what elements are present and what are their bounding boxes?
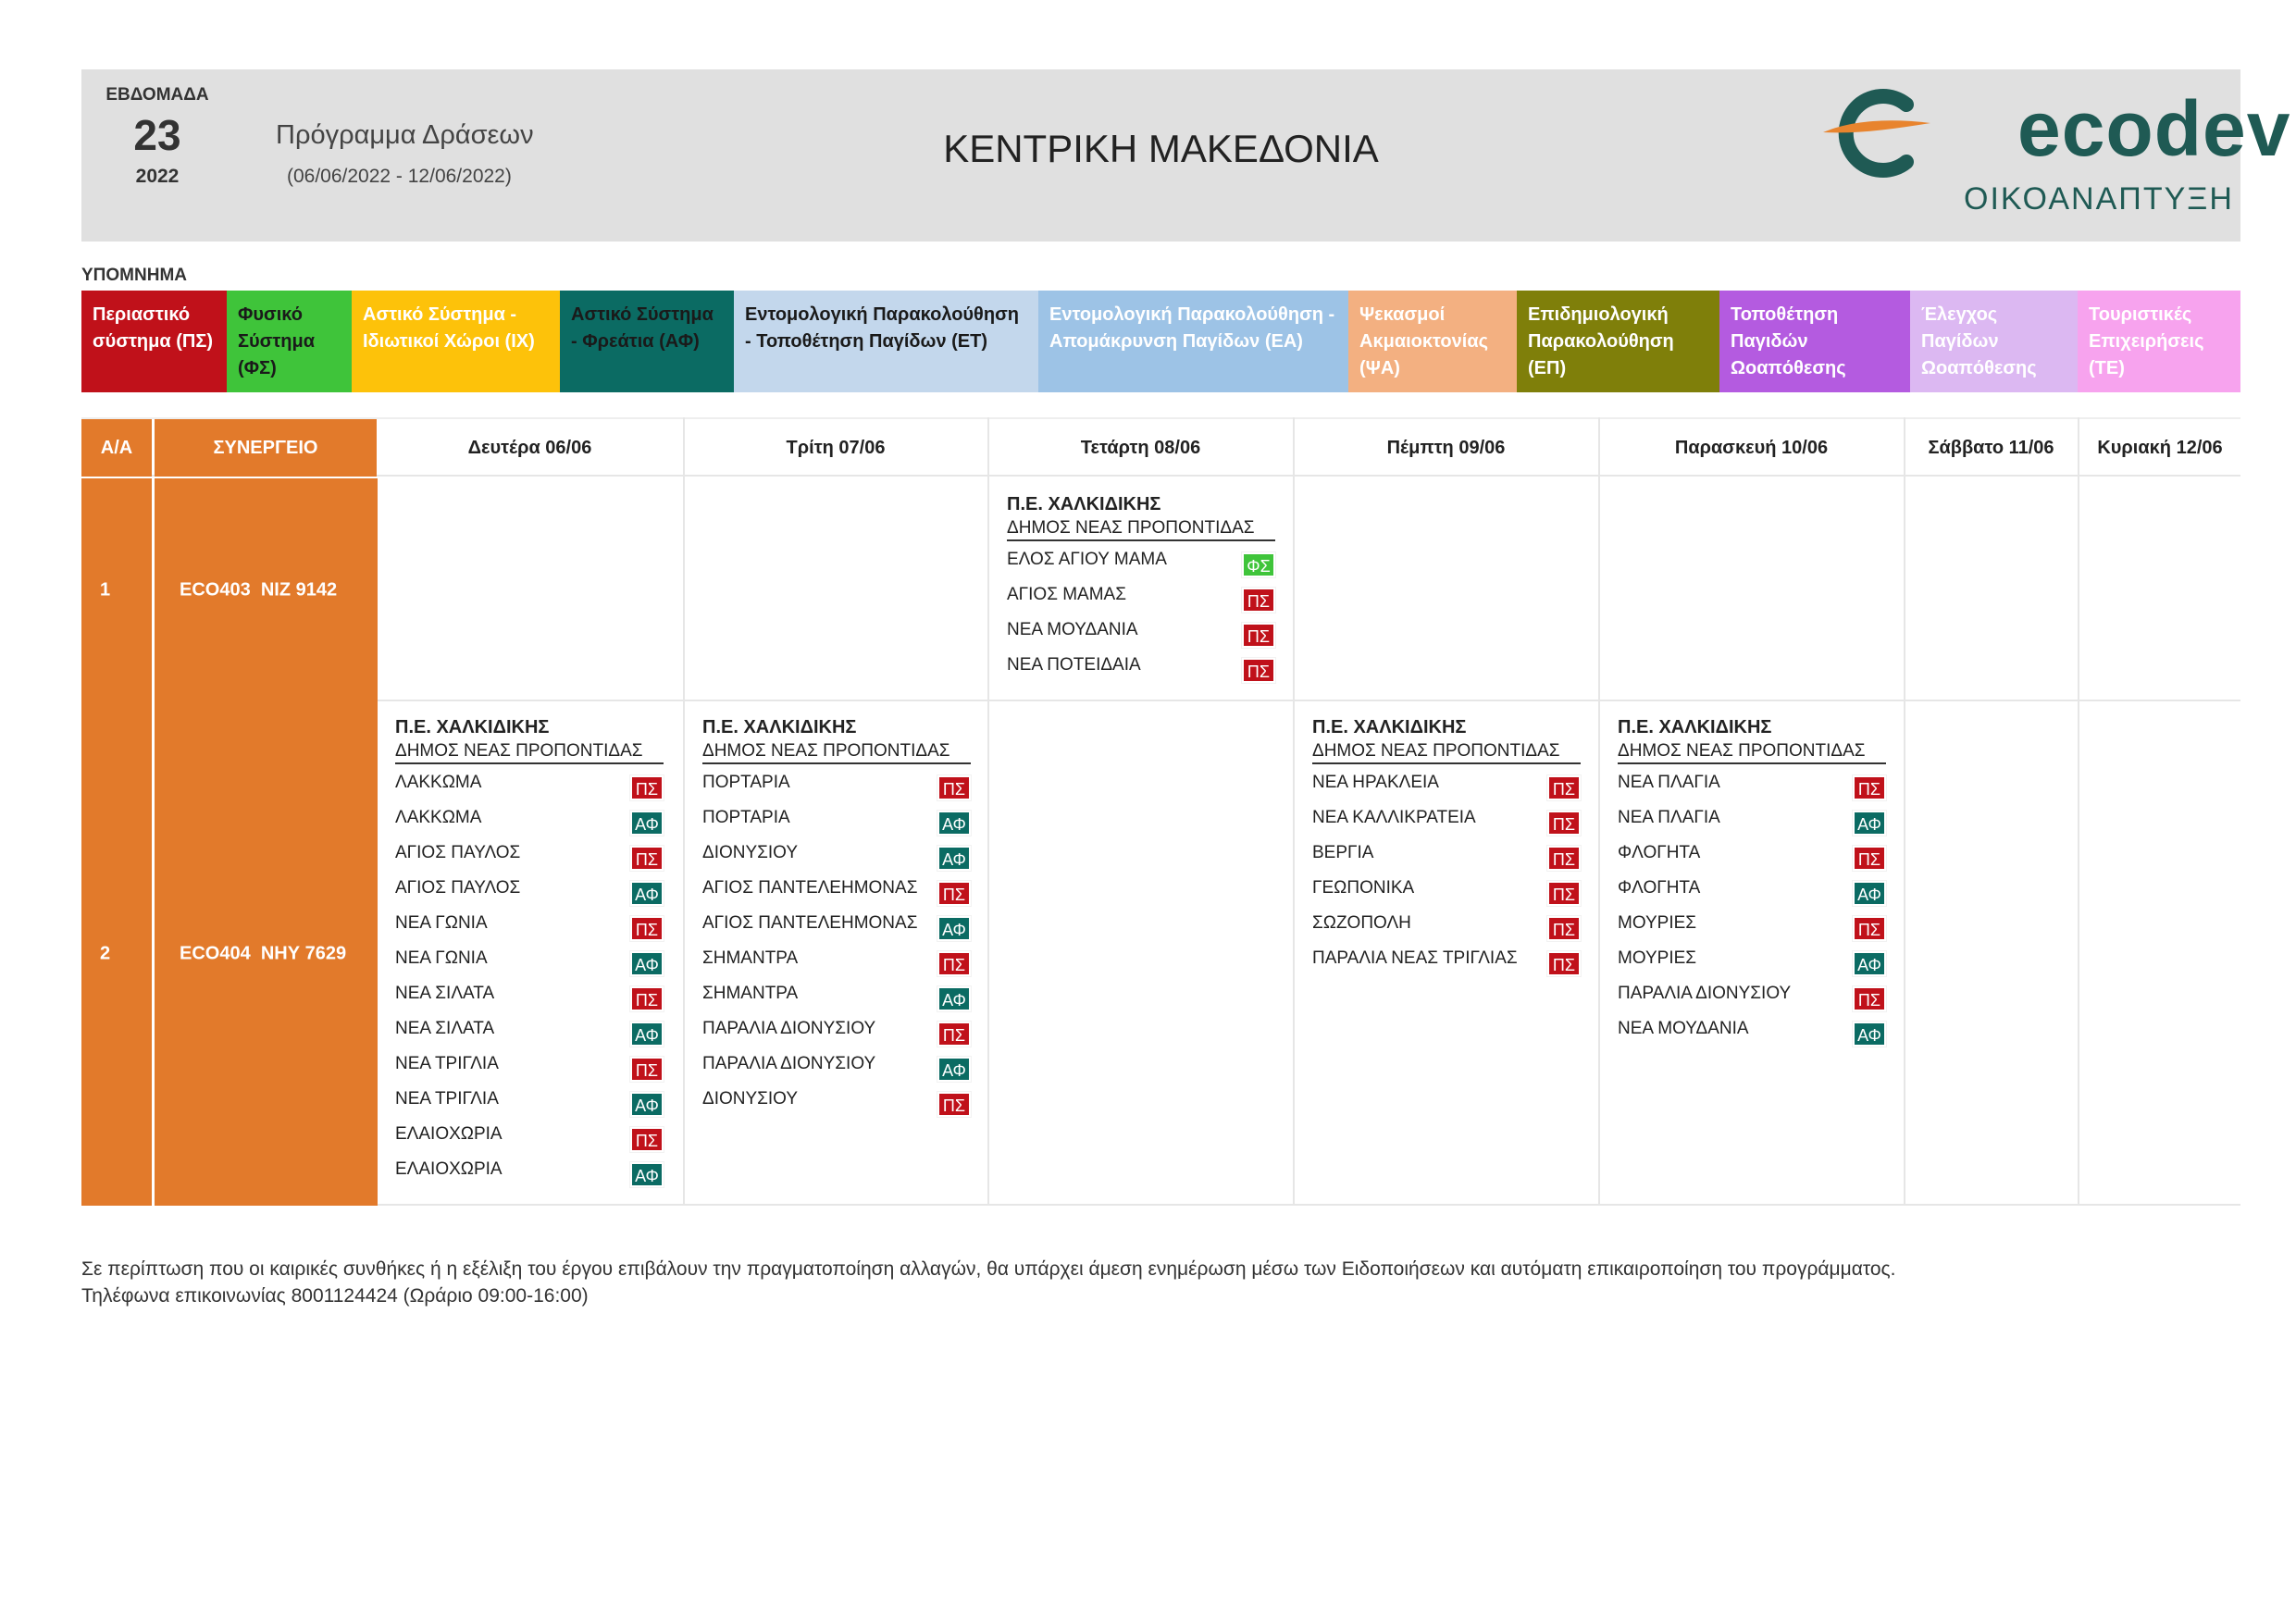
week-year: 2022 [135,166,180,187]
location-name: ΝΕΑ ΠΛΑΓΙΑ [1618,773,1720,792]
system-code-badge: ΠΣ [937,881,971,906]
ecodev-logo [1821,82,2291,221]
list-item [1618,835,1886,870]
system-code-badge: ΑΦ [937,1057,971,1082]
system-code-badge: ΠΣ [1547,775,1581,800]
legend-item: Εντομολογική Παρακολούθηση - Απομάκρυνση Παγίδων (ΕΑ) [1038,291,1348,392]
col-header-day: Σάββατο 11/06 [1928,438,2054,458]
list-item [1312,835,1581,870]
location-name: ΔΙΟΝΥΣΙΟΥ [702,843,799,862]
regional-unit: Π.Ε. ΧΑΛΚΙΔΙΚΗΣ [1007,494,1161,514]
list-item [702,835,971,870]
list-item [1007,541,1275,576]
location-name: ΑΓΙΟΣ ΠΑΥΛΟΣ [395,843,521,862]
location-name: ΜΟΥΡΙΕΣ [1618,948,1697,968]
legend-item: Τουριστικές Επιχειρήσεις (ΤΕ) [2078,291,2240,392]
col-header-aa: Α/Α [81,419,152,477]
system-code-badge: ΠΣ [1853,775,1886,800]
location-name: ΕΛΑΙΟΧΩΡΙΑ [395,1159,503,1179]
system-code-badge: ΑΦ [1853,951,1886,976]
system-code-badge: ΠΣ [630,846,664,871]
col-header-day: Κυριακή 12/06 [2097,438,2223,458]
row-index-cell [81,701,155,1206]
list-item [1007,612,1275,647]
location-name: ΑΓΙΟΣ ΠΑΥΛΟΣ [395,878,521,898]
legend-item: Αστικό Σύστημα - Ιδιωτικοί Χώροι (ΙΧ) [352,291,560,392]
location-name: ΝΕΑ ΣΙΛΑΤΑ [395,1019,495,1038]
day-schedule-block [702,716,971,1116]
system-code-badge: ΑΦ [630,1022,664,1047]
day-schedule-block [1007,493,1275,682]
system-code-badge: ΠΣ [1547,916,1581,941]
system-code-badge: ΠΣ [1547,881,1581,906]
list-item [395,870,664,905]
legend-item: Τοποθέτηση Παγιδών Ωοαπόθεσης [1719,291,1910,392]
legend-item: Έλεγχος Παγίδων Ωοαπόθεσης [1910,291,2078,392]
list-item [395,1151,664,1186]
list-item [1312,870,1581,905]
system-code-badge: ΑΦ [937,986,971,1011]
list-item [395,835,664,870]
orange-divider [152,701,155,1206]
list-item [702,764,971,799]
system-code-badge: ΠΣ [1853,916,1886,941]
footer-contact-line: Τηλέφωνα επικοινωνίας 8001124424 (Ωράριο 09:00-16:00) [81,1285,589,1307]
location-name: ΝΕΑ ΜΟΥΔΑΝΙΑ [1618,1019,1749,1038]
location-name: ΑΓΙΟΣ ΠΑΝΤΕΛΕΗΜΟΝΑΣ [702,913,918,933]
list-item [1312,905,1581,940]
system-code-badge: ΠΣ [937,775,971,800]
row-index: 2 [100,943,111,963]
location-name: ΝΕΑ ΜΟΥΔΑΝΙΑ [1007,620,1138,639]
list-item [702,940,971,975]
location-name: ΝΕΑ ΠΛΑΓΙΑ [1618,808,1720,827]
system-code-badge: ΠΣ [1242,588,1275,613]
list-item [395,764,664,799]
logo-subtitle: ΟΙΚΟΑΝΑΠΤΥΞΗ [1964,181,2234,217]
system-code-badge: ΠΣ [630,916,664,941]
system-code-badge: ΑΦ [630,881,664,906]
system-code-badge: ΠΣ [630,1057,664,1082]
system-code-badge: ΠΣ [630,775,664,800]
team-cell [155,701,378,1206]
list-item [1618,975,1886,1010]
location-name: ΔΙΟΝΥΣΙΟΥ [702,1089,799,1109]
location-name: ΕΛΑΙΟΧΩΡΙΑ [395,1124,503,1144]
system-code-badge: ΑΦ [630,1092,664,1117]
row-index-cell [81,478,155,701]
system-code-badge: ΑΦ [937,811,971,836]
ecodev-logo-mark-icon [1821,86,1932,179]
location-name: ΕΛΟΣ ΑΓΙΟΥ ΜΑΜΑ [1007,550,1167,569]
list-item [702,1010,971,1046]
col-header-day: Τρίτη 07/06 [786,438,886,458]
location-name: ΝΕΑ ΣΙΛΑΤΑ [395,984,495,1003]
system-code-badge: ΠΣ [1547,846,1581,871]
system-code-badge: ΠΣ [1242,658,1275,683]
location-name: ΛΑΚΚΩΜΑ [395,773,482,792]
system-code-badge: ΑΦ [937,916,971,941]
location-name: ΣΗΜΑΝΤΡΑ [702,984,799,1003]
team-name: ECO403 ΝΙΖ 9142 [180,579,338,600]
footer-note [81,1256,1896,1309]
system-code-badge: ΑΦ [1853,811,1886,836]
team-cell [155,478,378,701]
location-name: ΠΑΡΑΛΙΑ ΝΕΑΣ ΤΡΙΓΛΙΑΣ [1312,948,1518,968]
list-item [1618,799,1886,835]
legend-title: ΥΠΟΜΝΗΜΑ [81,266,187,285]
program-date-range: (06/06/2022 - 12/06/2022) [287,166,512,187]
week-label: ΕΒΔΟΜΑΔΑ [105,85,209,105]
location-name: ΝΕΑ ΓΩΝΙΑ [395,948,488,968]
list-item [702,905,971,940]
system-code-badge: ΠΣ [937,951,971,976]
legend-item: Αστικό Σύστημα - Φρεάτια (ΑΦ) [560,291,734,392]
table-header-row [81,417,2240,477]
list-item [395,799,664,835]
legend [81,291,2240,392]
row-index: 1 [100,579,111,600]
list-item [702,1081,971,1116]
system-code-badge: ΠΣ [1242,623,1275,648]
list-item [395,1116,664,1151]
list-item [1007,647,1275,682]
municipality: ΔΗΜΟΣ ΝΕΑΣ ΠΡΟΠΟΝΤΙΔΑΣ [1007,516,1275,541]
list-item [395,1081,664,1116]
list-item [395,940,664,975]
col-header-day: Πέμπτη 09/06 [1386,438,1506,458]
orange-divider [152,478,155,701]
list-item [702,1046,971,1081]
municipality: ΔΗΜΟΣ ΝΕΑΣ ΠΡΟΠΟΝΤΙΔΑΣ [1312,739,1581,764]
location-name: ΝΕΑ ΚΑΛΛΙΚΡΑΤΕΙΑ [1312,808,1476,827]
day-schedule-block [1312,716,1581,975]
location-name: ΝΕΑ ΠΟΤΕΙΔΑΙΑ [1007,655,1141,675]
day-schedule-block [395,716,664,1186]
location-name: ΝΕΑ ΤΡΙΓΛΙΑ [395,1054,499,1073]
system-code-badge: ΑΦ [630,811,664,836]
location-name: ΝΕΑ ΗΡΑΚΛΕΙΑ [1312,773,1439,792]
system-code-badge: ΠΣ [937,1092,971,1117]
system-code-badge: ΑΦ [630,1162,664,1187]
location-name: ΠΑΡΑΛΙΑ ΔΙΟΝΥΣΙΟΥ [702,1019,876,1038]
day-schedule-block [1618,716,1886,1046]
header-bar [81,69,2291,242]
logo-wordmark: ecodev [2017,85,2291,172]
list-item [702,799,971,835]
location-name: ΦΛΟΓΗΤΑ [1618,878,1701,898]
col-header-day: Δευτέρα 06/06 [467,438,592,458]
location-name: ΑΓΙΟΣ ΜΑΜΑΣ [1007,585,1126,604]
table-row [81,701,2240,1206]
col-header-team: ΣΥΝΕΡΓΕΙΟ [155,419,377,477]
team-name: ECO404 ΝΗΥ 7629 [180,943,347,963]
municipality: ΔΗΜΟΣ ΝΕΑΣ ΠΡΟΠΟΝΤΙΔΑΣ [702,739,971,764]
system-code-badge: ΠΣ [937,1022,971,1047]
municipality: ΔΗΜΟΣ ΝΕΑΣ ΠΡΟΠΟΝΤΙΔΑΣ [1618,739,1886,764]
location-name: ΠΑΡΑΛΙΑ ΔΙΟΝΥΣΙΟΥ [1618,984,1792,1003]
location-name: ΦΛΟΓΗΤΑ [1618,843,1701,862]
list-item [395,905,664,940]
system-code-badge: ΑΦ [630,951,664,976]
municipality: ΔΗΜΟΣ ΝΕΑΣ ΠΡΟΠΟΝΤΙΔΑΣ [395,739,664,764]
legend-item: Ψεκασμοί Ακμαιοκτονίας (ΨΑ) [1348,291,1517,392]
location-name: ΓΕΩΠΟΝΙΚΑ [1312,878,1415,898]
legend-item: Επιδημιολογική Παρακολούθηση (ΕΠ) [1517,291,1719,392]
location-name: ΒΕΡΓΙΑ [1312,843,1374,862]
list-item [1618,1010,1886,1046]
week-number: 23 [133,111,181,159]
location-name: ΜΟΥΡΙΕΣ [1618,913,1697,933]
system-code-badge: ΠΣ [1853,986,1886,1011]
location-name: ΠΟΡΤΑΡΙΑ [702,808,790,827]
list-item [1312,799,1581,835]
regional-unit: Π.Ε. ΧΑΛΚΙΔΙΚΗΣ [395,717,550,737]
footer-note-line1: Σε περίπτωση που οι καιρικές συνθήκες ή η εξέλιξη του έργου επιβάλουν την πραγματοποίηση αλλαγών, θα υπάρχει άμεση ενημέρωση μέσω των Ειδοποιήσεων και αυτόματη επικαιροποίηση του προγράμματος. [81,1258,1896,1280]
list-item [1312,940,1581,975]
location-name: ΠΑΡΑΛΙΑ ΔΙΟΝΥΣΙΟΥ [702,1054,876,1073]
list-item [1007,576,1275,612]
list-item [1618,905,1886,940]
location-name: ΠΟΡΤΑΡΙΑ [702,773,790,792]
location-name: ΝΕΑ ΤΡΙΓΛΙΑ [395,1089,499,1109]
system-code-badge: ΑΦ [937,846,971,871]
list-item [395,1010,664,1046]
list-item [1618,940,1886,975]
schedule-table [81,417,2240,1208]
system-code-badge: ΠΣ [630,1127,664,1152]
program-title: Πρόγραμμα Δράσεων [276,120,534,150]
table-row [81,478,2240,701]
system-code-badge: ΠΣ [1547,811,1581,836]
system-code-badge: ΑΦ [1853,881,1886,906]
location-name: ΣΗΜΑΝΤΡΑ [702,948,799,968]
system-code-badge: ΠΣ [1547,951,1581,976]
col-header-day: Παρασκευή 10/06 [1674,438,1829,458]
list-item [395,1046,664,1081]
system-code-badge: ΠΣ [1853,846,1886,871]
regional-unit: Π.Ε. ΧΑΛΚΙΔΙΚΗΣ [1312,717,1467,737]
system-code-badge: ΦΣ [1242,552,1275,577]
legend-item: Περιαστικό σύστημα (ΠΣ) [81,291,227,392]
col-header-day: Τετάρτη 08/06 [1080,438,1201,458]
location-name: ΑΓΙΟΣ ΠΑΝΤΕΛΕΗΜΟΝΑΣ [702,878,918,898]
location-name: ΝΕΑ ΓΩΝΙΑ [395,913,488,933]
list-item [1312,764,1581,799]
list-item [395,975,664,1010]
region-title: ΚΕΝΤΡΙΚΗ ΜΑΚΕΔΟΝΙΑ [943,127,1379,170]
location-name: ΛΑΚΚΩΜΑ [395,808,482,827]
regional-unit: Π.Ε. ΧΑΛΚΙΔΙΚΗΣ [702,717,857,737]
legend-item: Εντομολογική Παρακολούθηση - Τοποθέτηση Παγίδων (ΕΤ) [734,291,1038,392]
regional-unit: Π.Ε. ΧΑΛΚΙΔΙΚΗΣ [1618,717,1772,737]
system-code-badge: ΑΦ [1853,1022,1886,1047]
list-item [702,975,971,1010]
legend-item: Φυσικό Σύστημα (ΦΣ) [227,291,352,392]
system-code-badge: ΠΣ [630,986,664,1011]
list-item [1618,764,1886,799]
list-item [702,870,971,905]
list-item [1618,870,1886,905]
location-name: ΣΩΖΟΠΟΛΗ [1312,913,1411,933]
